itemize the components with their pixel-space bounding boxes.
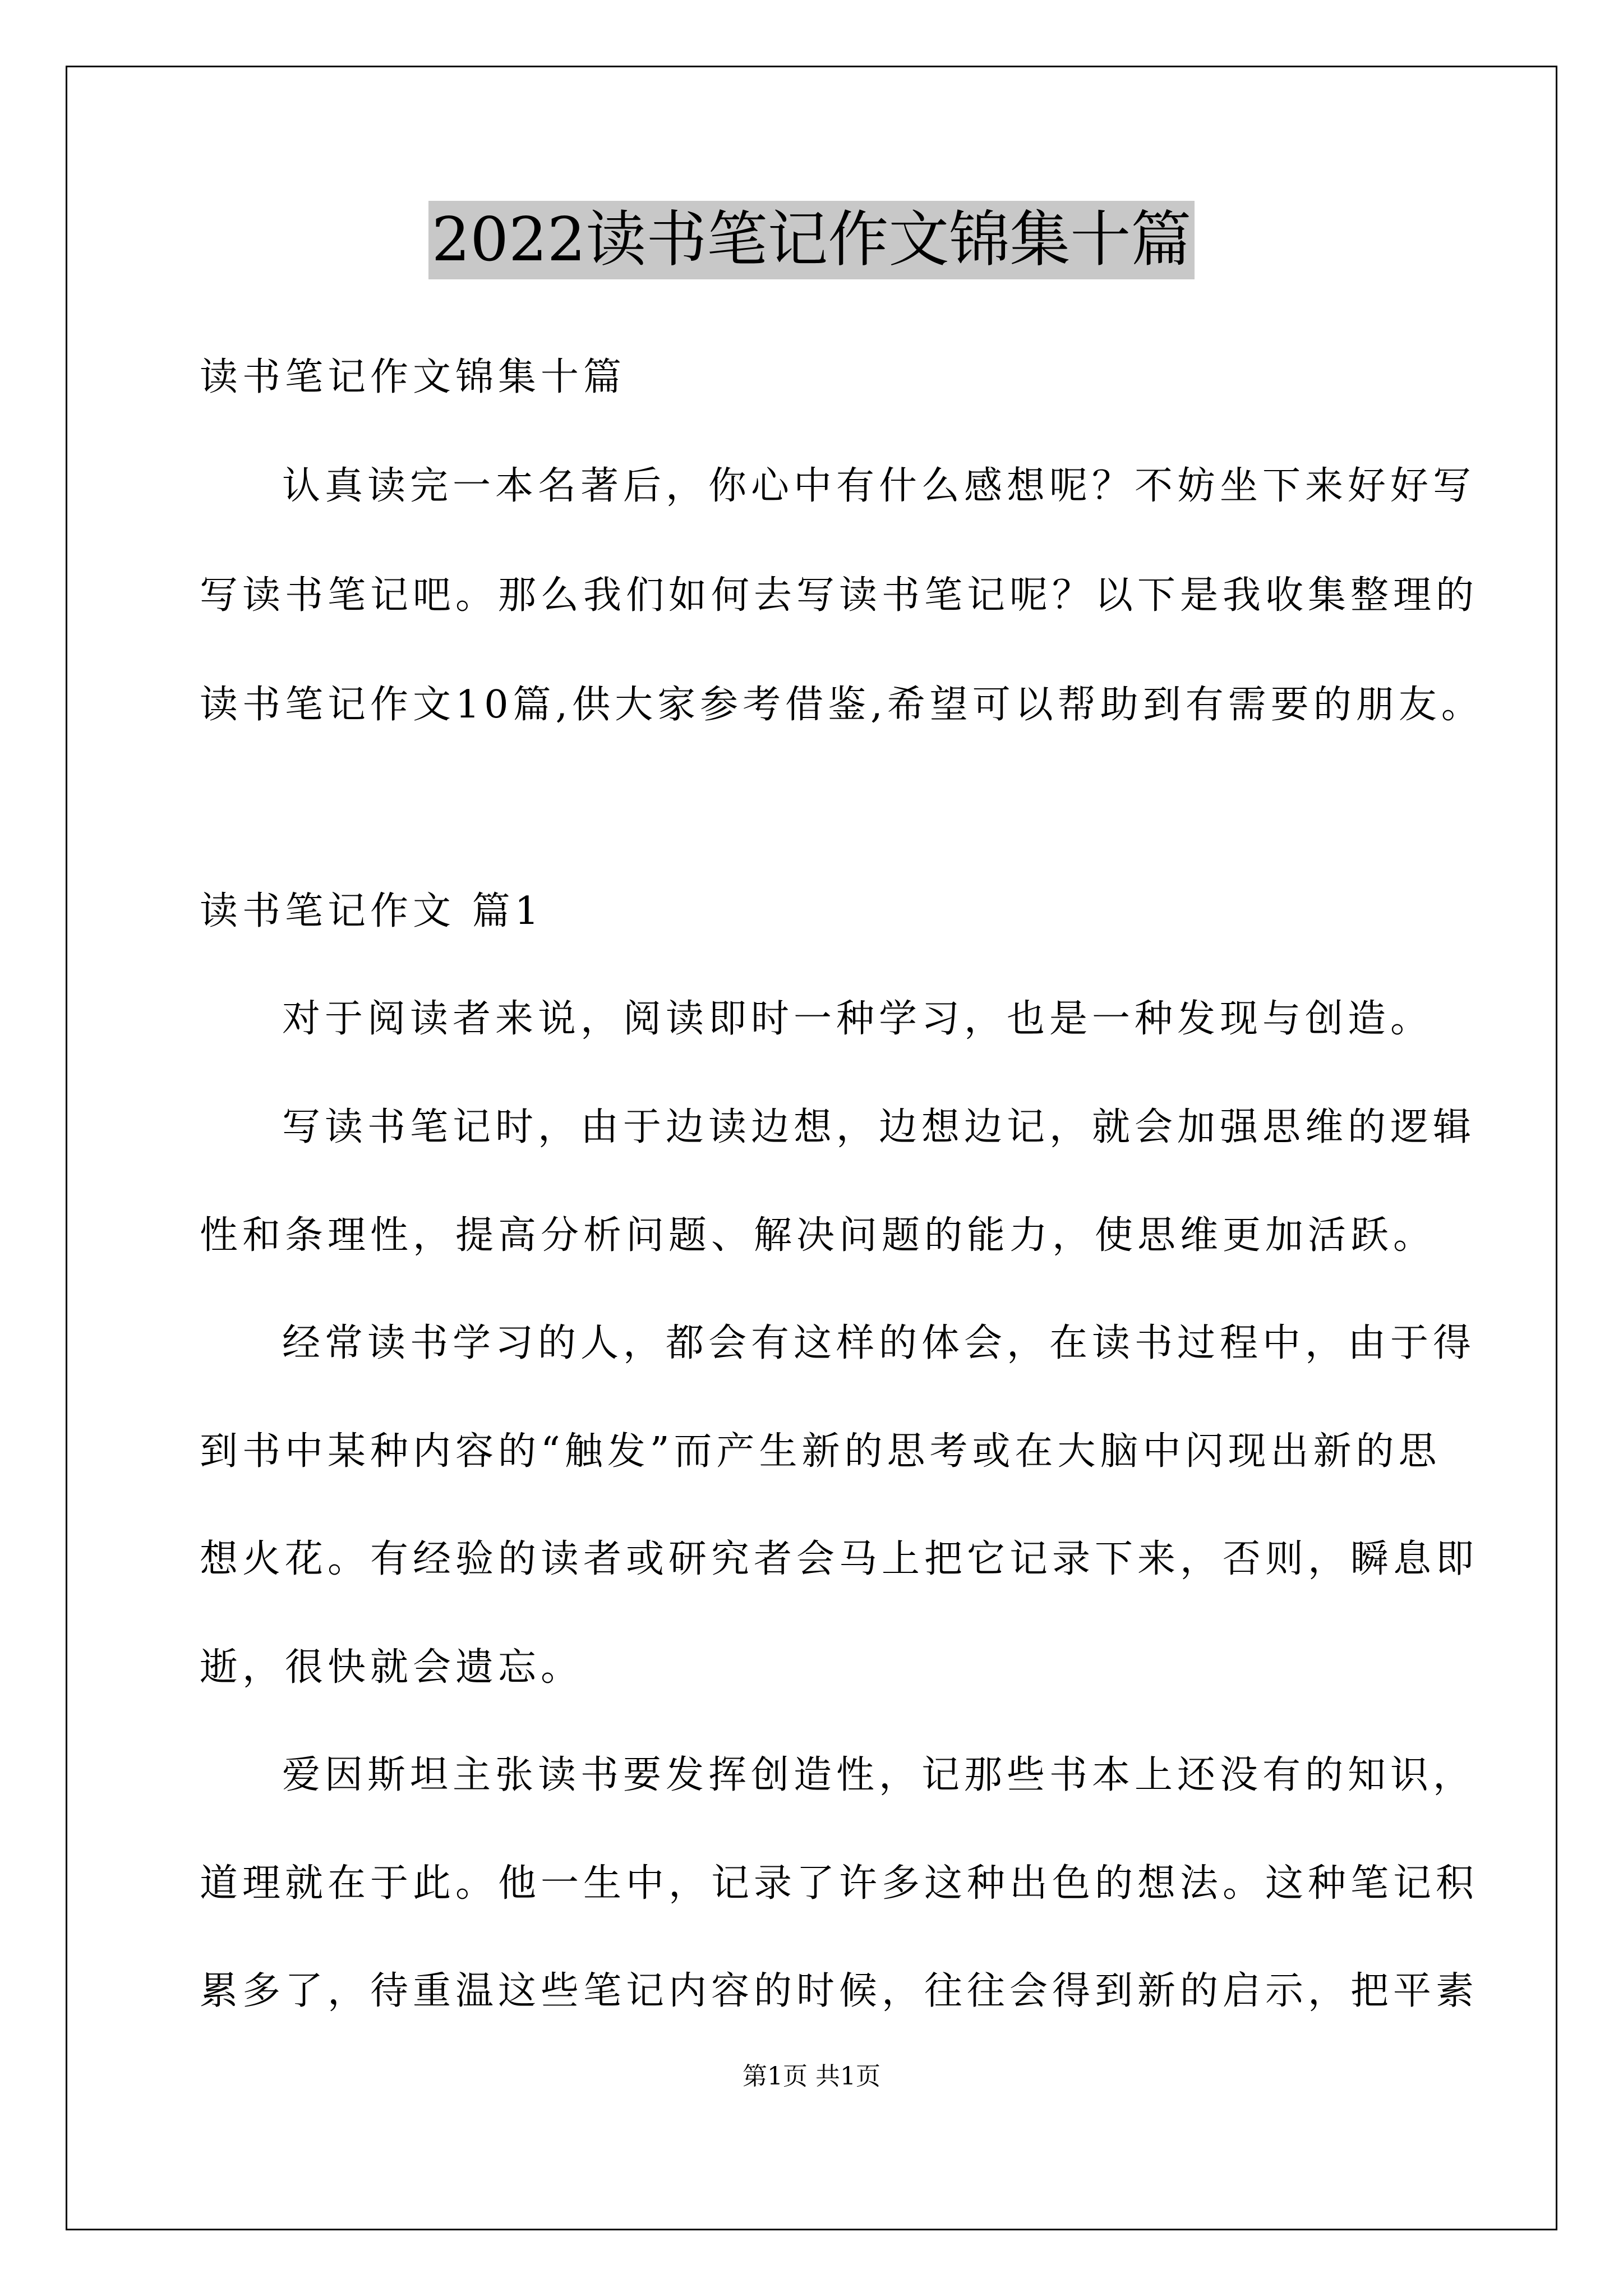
body-line-1: 对于阅读者来说，阅读即时一种学习，也是一种发现与创造。: [282, 997, 1433, 1041]
title-container: [0, 201, 1623, 279]
document-subtitle: 读书笔记作文锦集十篇: [200, 355, 626, 399]
body-line-7: 逝，很快就会遗忘。: [200, 1645, 584, 1690]
body-line-8: 爱因斯坦主张读书要发挥创造性，记那些书本上还没有的知识，: [282, 1753, 1476, 1797]
body-line-5: 到书中某种内容的“触发”而产生新的思考或在大脑中闪现出新的思: [200, 1429, 1441, 1474]
body-line-3: 性和条理性，提高分析问题、解决问题的能力，使思维更加活跃。: [200, 1213, 1436, 1258]
body-line-2: 写读书笔记时，由于边读边想，边想边记，就会加强思维的逻辑: [282, 1105, 1476, 1149]
intro-line-1: 认真读完一本名著后，你心中有什么感想呢？不妨坐下来好好写: [282, 464, 1476, 508]
section-heading: 读书笔记作文 篇1: [200, 889, 543, 933]
body-line-9: 道理就在于此。他一生中，记录了许多这种出色的想法。这种笔记积: [200, 1861, 1479, 1906]
page-footer: 第1页 共1页: [743, 2062, 880, 2091]
body-line-4: 经常读书学习的人，都会有这样的体会，在读书过程中，由于得: [282, 1321, 1476, 1365]
body-line-10: 累多了，待重温这些笔记内容的时候，往往会得到新的启示，把平素: [200, 1969, 1479, 2013]
body-line-6: 想火花。有经验的读者或研究者会马上把它记录下来，否则，瞬息即: [200, 1537, 1479, 1581]
intro-line-3: 读书笔记作文10篇,供大家参考借鉴,希望可以帮助到有需要的朋友。: [200, 683, 1484, 727]
intro-line-2: 写读书笔记吧。那么我们如何去写读书笔记呢？以下是我收集整理的: [200, 573, 1479, 618]
document-title: 2022读书笔记作文锦集十篇: [428, 201, 1195, 279]
